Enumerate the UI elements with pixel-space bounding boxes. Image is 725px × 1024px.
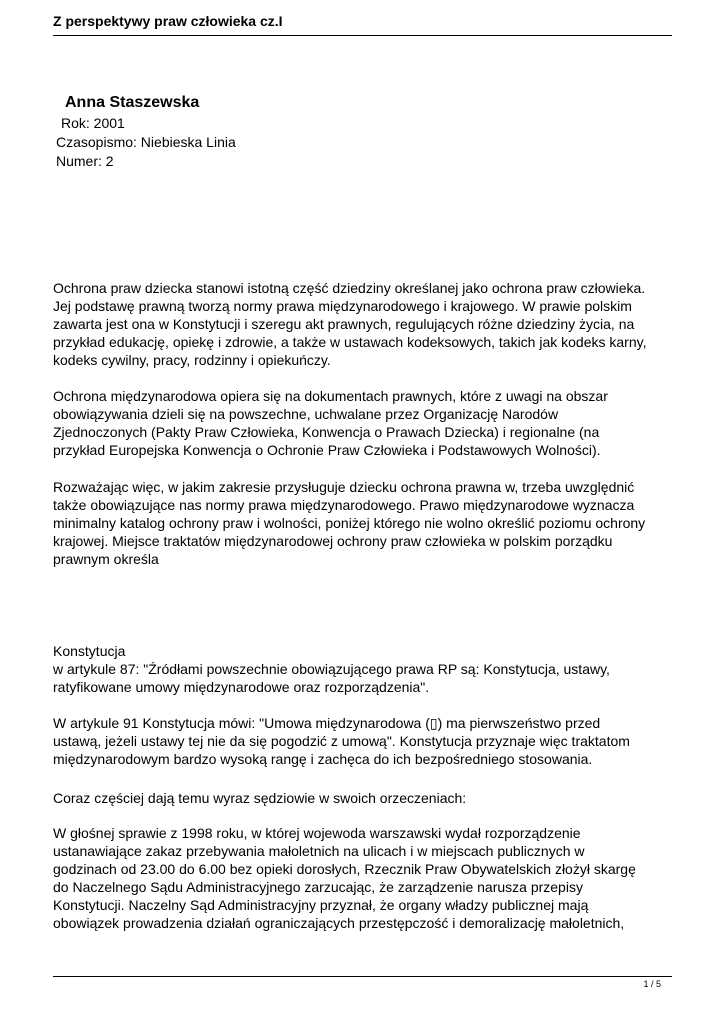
text-line: przykład Europejska Konwencja o Ochronie Praw Człowieka i Podstawowych Wolności).: [53, 442, 601, 458]
text-line: Jej podstawę prawną tworzą normy prawa międzynarodowego i krajowego. W prawie polskim: [53, 298, 632, 314]
text-line: krajowej. Miejsce traktatów międzynarodowej ochrony praw człowieka w polskim porządku: [53, 533, 613, 549]
text-line: także obowiązujące nas normy prawa międzynarodowego. Prawo międzynarodowe wyznacza: [53, 497, 635, 513]
text-line: Zjednoczonych (Pakty Praw Człowieka, Konwencja o Prawach Dziecka) i regionalne (na: [53, 424, 600, 440]
paragraph-3: [53, 478, 683, 568]
paragraph-7: [53, 824, 683, 932]
text-line: Ochrona praw dziecka stanowi istotną część dziedziny określanej jako ochrona praw człowieka.: [53, 280, 646, 296]
paragraph-5: [53, 714, 683, 768]
text-line: godzinach od 23.00 do 6.00 bez opieki dorosłych, Rzecznik Praw Obywatelskich złożył skargę: [53, 861, 636, 877]
journal-name: Czasopismo: Niebieska Linia: [56, 134, 236, 150]
publication-details: [56, 114, 236, 171]
text-line: ratyfikowane umowy międzynarodowe oraz rozporządzenia".: [53, 679, 430, 695]
author-name: Anna Staszewska: [65, 94, 200, 111]
header-divider: [53, 35, 672, 36]
publication-year: Rok: 2001: [61, 115, 125, 131]
paragraph-6: [53, 789, 683, 807]
text-line: obowiązywania dzieli się na powszechne, uchwalane przez Organizację Narodów: [53, 406, 559, 422]
issue-number: Numer: 2: [56, 153, 114, 169]
text-line: kodeks cywilny, pracy, rodzinny i opiekuńczy.: [53, 352, 331, 368]
text-line: ustanawiające zakaz przebywania małoletnich na ulicach i w miejscach publicznych w: [53, 843, 585, 859]
text-line: Rozważając więc, w jakim zakresie przysługuje dziecku ochrona prawna w, trzeba uwzględnić: [53, 479, 635, 495]
text-line: Ochrona międzynarodowa opiera się na dokumentach prawnych, które z uwagi na obszar: [53, 388, 608, 404]
text-line: w artykule 87: "Źródłami powszechnie obowiązującego prawa RP są: Konstytucja, ustawy,: [53, 661, 610, 677]
text-line: W artykule 91 Konstytucja mówi: "Umowa międzynarodowa (▯) ma pierwszeństwo przed: [53, 715, 601, 731]
text-line: przykład edukację, opiekę i zdrowie, a także w ustawach kodeksowych, takich jak kodeks karny,: [53, 334, 647, 350]
text-line: obowiązek prowadzenia działań ograniczających przestępczość i demoralizację małoletnich,: [53, 915, 625, 931]
text-line: W głośnej sprawie z 1998 roku, w której wojewoda warszawski wydał rozporządzenie: [53, 825, 581, 841]
text-line: zawarta jest ona w Konstytucji i szeregu akt prawnych, regulujących różne dziedziny życia, na: [53, 316, 635, 332]
text-line: międzynarodowym bardzo wysoką rangę i zachęca do ich bezpośredniego stosowania.: [53, 751, 593, 767]
paragraph-1: [53, 279, 683, 369]
text-line: Coraz częściej dają temu wyraz sędziowie w swoich orzeczeniach:: [53, 790, 467, 806]
text-line: minimalny katalog ochrony praw i wolności, poniżej którego nie wolno określić poziomu ochrony: [53, 515, 646, 531]
text-line: prawnym określa: [53, 551, 159, 567]
document-title: Z perspektywy praw człowieka cz.I: [53, 13, 283, 29]
section-heading: Konstytucja: [53, 643, 126, 659]
paragraph-2: [53, 387, 683, 459]
text-line: do Naczelnego Sądu Administracyjnego zarzucając, że zarządzenie narusza przepisy: [53, 879, 583, 895]
paragraph-4: [53, 642, 683, 696]
page-number: 1 / 5: [643, 979, 661, 989]
text-line: ustawą, jeżeli ustawy tej nie da się pogodzić z umową". Konstytucja przyznaje więc traktatom: [53, 733, 630, 749]
footer-divider: [53, 976, 672, 977]
text-line: Konstytucji. Naczelny Sąd Administracyjny przyznał, że organy władzy publicznej mają: [53, 897, 589, 913]
